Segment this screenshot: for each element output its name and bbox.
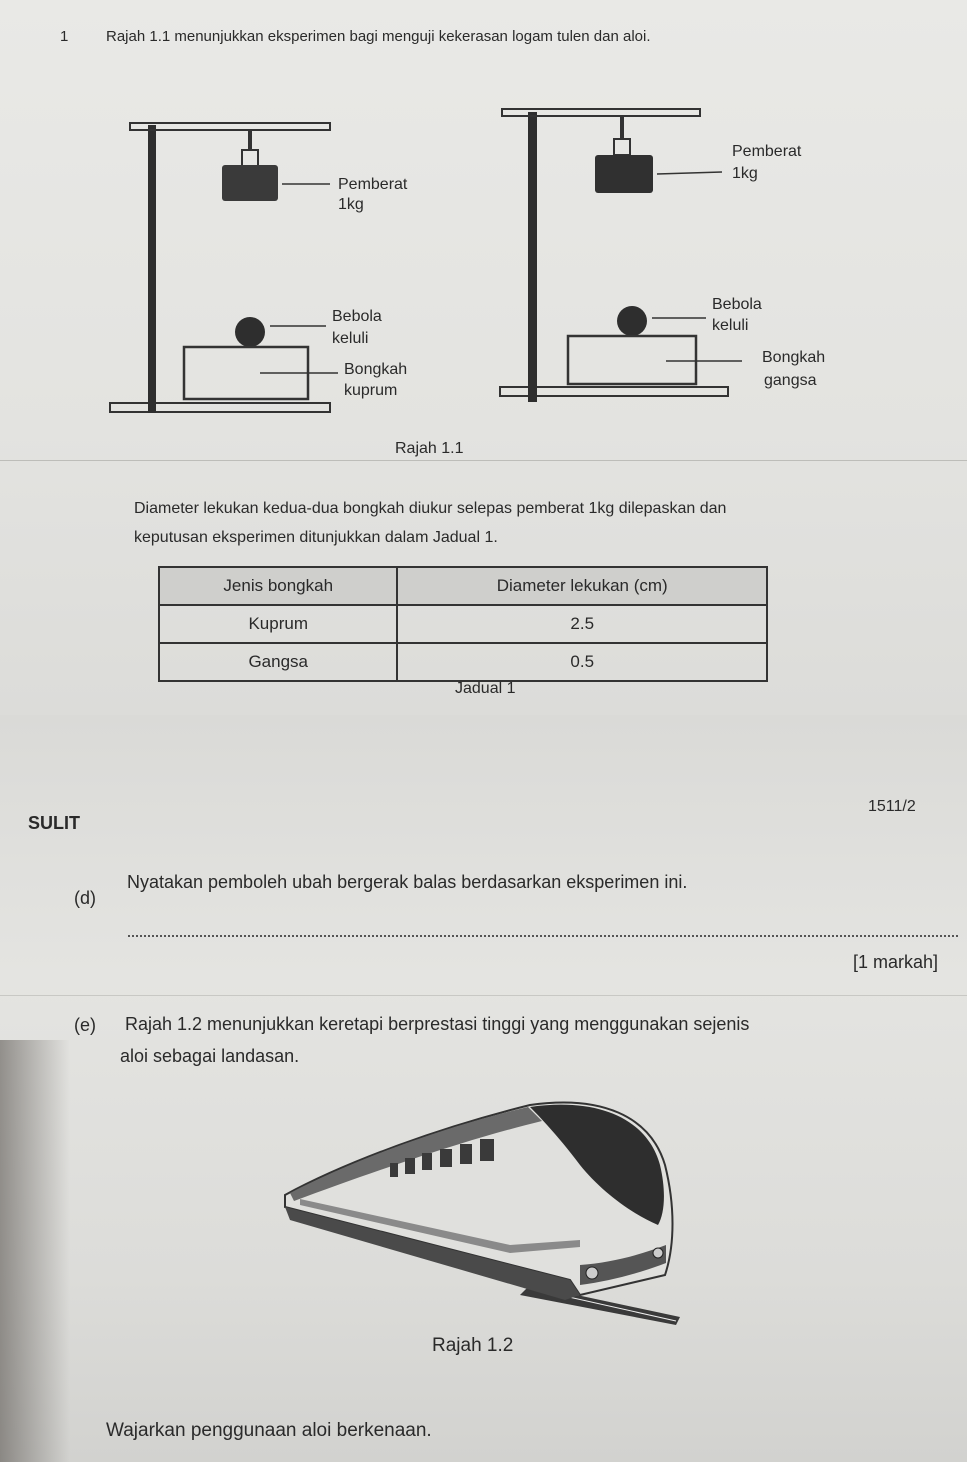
table-row — [159, 605, 767, 643]
page-header-right: 1511/2 — [868, 798, 916, 815]
steel-ball-right — [617, 306, 647, 336]
part-d-label: (d) — [74, 888, 96, 908]
label-ball-right-1: Bebola — [712, 296, 762, 313]
label-ball-left-2: keluli — [332, 330, 369, 347]
table-cell: Gangsa — [159, 643, 397, 681]
brass-block — [568, 336, 696, 384]
weight-left — [222, 165, 278, 201]
train-illustration — [280, 1095, 690, 1335]
part-e-label: (e) — [74, 1015, 96, 1035]
hand-shadow — [0, 1040, 70, 1462]
paragraph-line-2: keputusan eksperimen ditunjukkan dalam Jadual 1. — [134, 529, 498, 546]
paper-fold-2 — [0, 995, 967, 996]
label-mass-right: 1kg — [732, 165, 758, 182]
part-e-line-1: Rajah 1.2 menunjukkan keretapi berprestasi tinggi yang menggunakan sejenis — [125, 1014, 750, 1034]
table-row — [159, 643, 767, 681]
label-ball-right-2: keluli — [712, 317, 749, 334]
paper-fold — [0, 460, 967, 461]
table-caption: Jadual 1 — [455, 680, 516, 697]
weight-right — [595, 155, 653, 193]
table-header-row — [159, 567, 767, 605]
part-d-marks: [1 markah] — [853, 952, 939, 972]
page-header-left: SULIT — [28, 813, 80, 833]
table-cell: 0.5 — [397, 643, 767, 681]
label-weight-right: Pemberat — [732, 143, 802, 160]
apparatus-copper — [110, 123, 408, 413]
label-block-right-1: Bongkah — [762, 349, 826, 366]
part-e-instruction: Wajarkan penggunaan aloi berkenaan. — [106, 1420, 432, 1441]
answer-line — [128, 935, 958, 937]
results-table — [158, 566, 768, 682]
experiment-diagram — [100, 95, 860, 425]
part-e-line-2: aloi sebagai landasan. — [120, 1046, 300, 1066]
label-weight-left: Pemberat — [338, 176, 408, 193]
label-block-left-2: kuprum — [344, 382, 398, 399]
label-ball-left-1: Bebola — [332, 308, 382, 325]
train-caption: Rajah 1.2 — [432, 1335, 514, 1356]
label-mass-left: 1kg — [338, 196, 364, 213]
table-cell: 2.5 — [397, 605, 767, 643]
question-intro: Rajah 1.1 menunjukkan eksperimen bagi menguji kekerasan logam tulen dan aloi. — [106, 28, 651, 45]
steel-ball-left — [235, 317, 265, 347]
table-header-cell: Jenis bongkah — [159, 567, 397, 605]
question-number: 1 — [60, 28, 69, 45]
apparatus-brass — [500, 109, 825, 402]
label-block-left-1: Bongkah — [344, 361, 408, 378]
label-block-right-2: gangsa — [764, 372, 817, 389]
table-cell: Kuprum — [159, 605, 397, 643]
paragraph-line-1: Diameter lekukan kedua-dua bongkah diukur selepas pemberat 1kg dilepaskan dan — [134, 500, 727, 517]
diagram-caption: Rajah 1.1 — [395, 440, 464, 457]
part-d-question: Nyatakan pemboleh ubah bergerak balas berdasarkan eksperimen ini. — [127, 872, 688, 892]
table-header-cell: Diameter lekukan (cm) — [397, 567, 767, 605]
